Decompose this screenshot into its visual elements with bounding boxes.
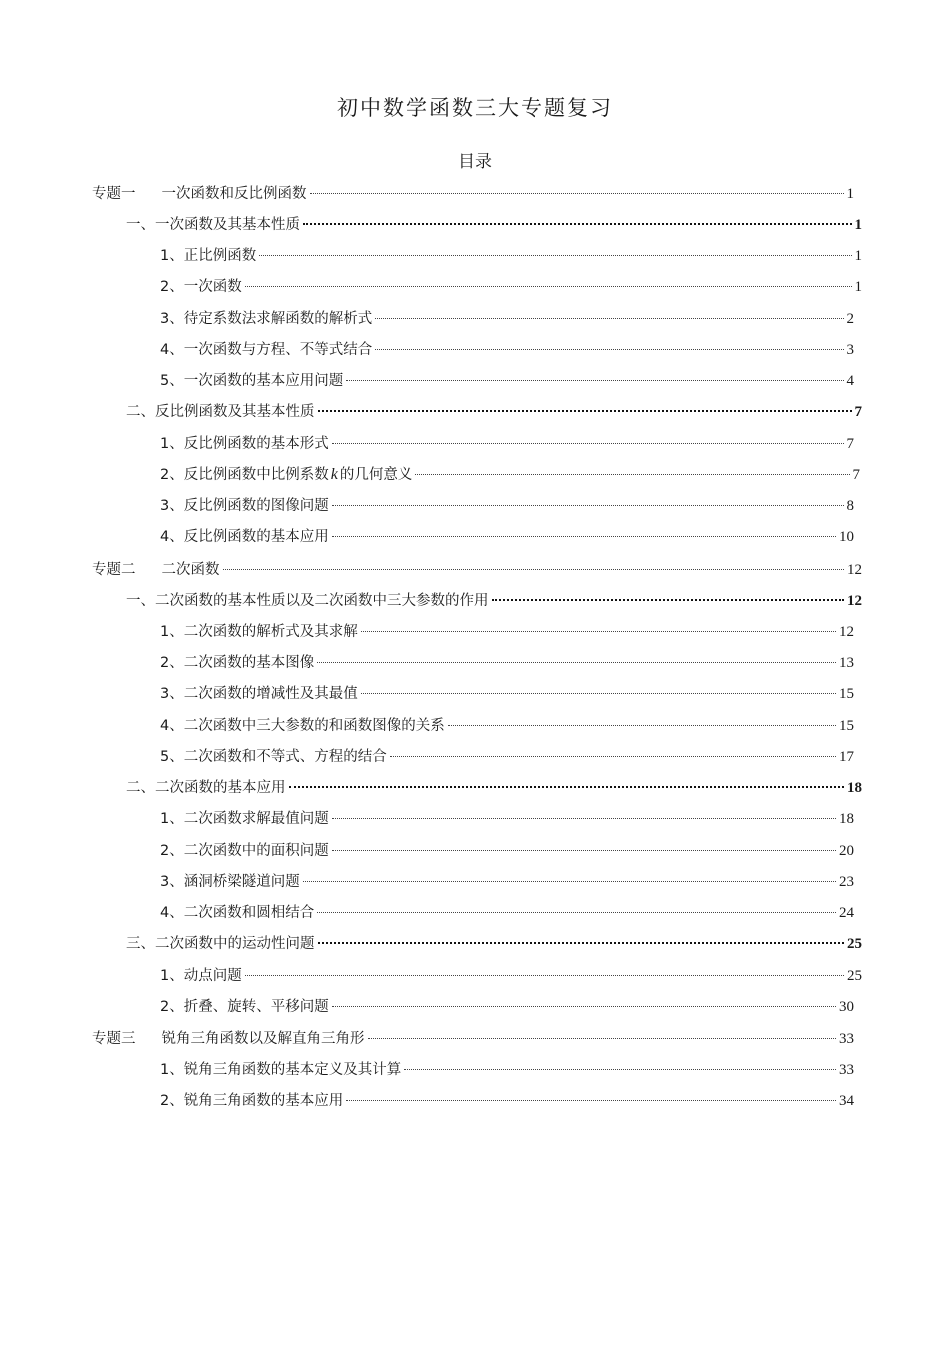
toc-page-number: 33 (839, 1062, 854, 1078)
dot-leader (289, 785, 845, 788)
toc-entry-title: 1、锐角三角函数的基本定义及其计算 (160, 1062, 402, 1078)
dot-leader (375, 317, 843, 319)
toc-entry-title: 2、一次函数 (160, 279, 242, 295)
toc-entry-title: 一、一次函数及其基本性质 (126, 217, 300, 233)
toc-entry-title: 4、反比例函数的基本应用 (160, 529, 329, 545)
toc-page-number: 2 (846, 311, 854, 327)
toc-entry-subsection[interactable] (160, 527, 854, 547)
toc-page-number: 1 (846, 186, 854, 202)
toc-entry-title: 1、二次函数求解最值问题 (160, 811, 329, 827)
toc-entry-title: 三、二次函数中的运动性问题 (126, 936, 315, 952)
toc-entry-subsection[interactable] (160, 653, 854, 673)
toc-entry-title: 4、二次函数中三大参数的和函数图像的关系 (160, 718, 445, 734)
toc-entry-title: 2、二次函数中的面积问题 (160, 843, 329, 859)
toc-entry-title: 二次函数 (161, 562, 220, 578)
dot-leader (245, 285, 852, 287)
toc-entry-title: 3、涵洞桥梁隧道问题 (160, 874, 300, 890)
toc-entry-section[interactable] (126, 591, 862, 611)
toc-entry-chapter[interactable] (92, 184, 854, 204)
dot-leader (332, 504, 844, 506)
toc-page-number: 33 (839, 1031, 854, 1047)
toc-entry-subsection[interactable] (160, 872, 854, 892)
dot-leader (310, 192, 844, 194)
dot-leader (317, 661, 836, 663)
dot-leader (332, 442, 844, 444)
dot-leader (245, 974, 844, 976)
toc-page-number: 17 (839, 749, 854, 765)
toc-entry-section[interactable] (126, 778, 862, 798)
toc-page-number: 23 (839, 874, 854, 890)
toc-entry-subsection[interactable] (160, 246, 862, 266)
dot-leader (303, 222, 852, 225)
toc-entry-subsection[interactable] (160, 1060, 854, 1080)
dot-leader (390, 755, 836, 757)
dot-leader (492, 598, 845, 601)
dot-leader (332, 817, 836, 819)
toc-page-number: 3 (846, 342, 854, 358)
toc-entry-title: 2、折叠、旋转、平移问题 (160, 999, 329, 1015)
toc-page-number: 18 (839, 811, 854, 827)
toc-entry-subsection[interactable] (160, 309, 854, 329)
document-title: 初中数学函数三大专题复习 (337, 96, 613, 120)
dot-leader (361, 630, 836, 632)
dot-leader (318, 409, 852, 412)
toc-entry-title: 3、待定系数法求解函数的解析式 (160, 311, 373, 327)
toc-page-number: 18 (847, 780, 862, 796)
toc-page-number: 1 (854, 217, 862, 233)
dot-leader (448, 724, 836, 726)
toc-page-number: 13 (839, 655, 854, 671)
toc-entry-prefix: 专题一 (92, 186, 136, 202)
toc-page-number: 20 (839, 843, 854, 859)
toc-entry-title: 1、反比例函数的基本形式 (160, 436, 329, 452)
toc-page-number: 34 (839, 1093, 854, 1109)
dot-leader (346, 1099, 836, 1101)
toc-entry-title: 2、反比例函数中比例系数 (160, 467, 329, 483)
toc-page-number: 12 (847, 593, 862, 609)
toc-page-number: 30 (839, 999, 854, 1015)
toc-entry-title-suffix: 的几何意义 (339, 467, 413, 483)
toc-entry-prefix: 专题二 (92, 562, 136, 578)
toc-entry-subsection[interactable] (160, 841, 854, 861)
toc-entry-subsection[interactable] (160, 903, 854, 923)
toc-entry-section[interactable] (126, 934, 862, 954)
toc-page-number: 25 (847, 968, 862, 984)
toc-entry-section[interactable] (126, 402, 862, 422)
toc-page-number: 10 (839, 529, 854, 545)
toc-entry-subsection[interactable] (160, 1091, 854, 1111)
toc-entry-subsection[interactable] (160, 809, 854, 829)
toc-entry-title: 一次函数和反比例函数 (161, 186, 307, 202)
toc-entry-chapter[interactable] (92, 1029, 854, 1049)
dot-leader (317, 911, 836, 913)
dot-leader (375, 348, 843, 350)
toc-page-number: 12 (847, 562, 862, 578)
toc-page-number: 7 (846, 436, 854, 452)
toc-entry-title: 1、正比例函数 (160, 248, 257, 264)
dot-leader (259, 254, 851, 256)
dot-leader (303, 880, 836, 882)
dot-leader (346, 379, 843, 381)
toc-page-number: 7 (852, 467, 860, 483)
toc-entry-title: 2、锐角三角函数的基本应用 (160, 1093, 344, 1109)
toc-entry-subsection[interactable] (160, 716, 854, 736)
toc-entry-subsection[interactable] (160, 371, 854, 391)
toc-entry-subsection[interactable] (160, 622, 854, 642)
toc-entry-title: 3、二次函数的增减性及其最值 (160, 686, 358, 702)
toc-entry-title: 一、二次函数的基本性质以及二次函数中三大参数的作用 (126, 593, 489, 609)
toc-entry-title: 2、二次函数的基本图像 (160, 655, 315, 671)
toc-entry-chapter[interactable] (92, 560, 862, 580)
dot-leader (404, 1068, 836, 1070)
toc-entry-title: 5、二次函数和不等式、方程的结合 (160, 749, 387, 765)
dot-leader (332, 849, 836, 851)
toc-page-number: 1 (854, 248, 862, 264)
toc-entry-title: 3、反比例函数的图像问题 (160, 498, 329, 514)
dot-leader (332, 535, 836, 537)
dot-leader (318, 941, 845, 944)
toc-page-number: 1 (854, 279, 862, 295)
toc-entry-subsection[interactable] (160, 277, 862, 297)
k-variable: k (330, 466, 338, 483)
toc-entry-title: 1、二次函数的解析式及其求解 (160, 624, 358, 640)
toc-entry-title: 4、二次函数和圆相结合 (160, 905, 315, 921)
dot-leader (415, 473, 849, 475)
toc-entry-title: 二、反比例函数及其基本性质 (126, 404, 315, 420)
toc-entry-subsection[interactable] (160, 496, 854, 516)
toc-entry-title: 二、二次函数的基本应用 (126, 780, 286, 796)
toc-page-number: 4 (846, 373, 854, 389)
toc-entry-title: 1、动点问题 (160, 968, 242, 984)
dot-leader (332, 1005, 836, 1007)
toc-entry-subsection[interactable] (160, 465, 860, 485)
dot-leader (361, 692, 836, 694)
toc-entry-subsection[interactable] (160, 340, 854, 360)
toc-entry-subsection[interactable] (160, 747, 854, 767)
dot-leader (223, 568, 845, 570)
toc-page-number: 12 (839, 624, 854, 640)
toc-page-number: 15 (839, 686, 854, 702)
toc-entry-section[interactable] (126, 215, 862, 235)
toc-page-number: 25 (847, 936, 862, 952)
toc-entry-title: 5、一次函数的基本应用问题 (160, 373, 344, 389)
toc-page-number: 24 (839, 905, 854, 921)
toc-page-number: 8 (846, 498, 854, 514)
toc-entry-subsection[interactable] (160, 966, 862, 986)
toc-entry-title: 4、一次函数与方程、不等式结合 (160, 342, 373, 358)
toc-page-number: 7 (854, 404, 862, 420)
toc-entry-prefix: 专题三 (92, 1031, 136, 1047)
toc-entry-subsection[interactable] (160, 684, 854, 704)
toc-page-number: 15 (839, 718, 854, 734)
toc-entry-title: 锐角三角函数以及解直角三角形 (161, 1031, 365, 1047)
toc-entry-subsection[interactable] (160, 434, 854, 454)
dot-leader (368, 1037, 837, 1039)
toc-heading: 目录 (458, 152, 492, 172)
toc-entry-subsection[interactable] (160, 997, 854, 1017)
